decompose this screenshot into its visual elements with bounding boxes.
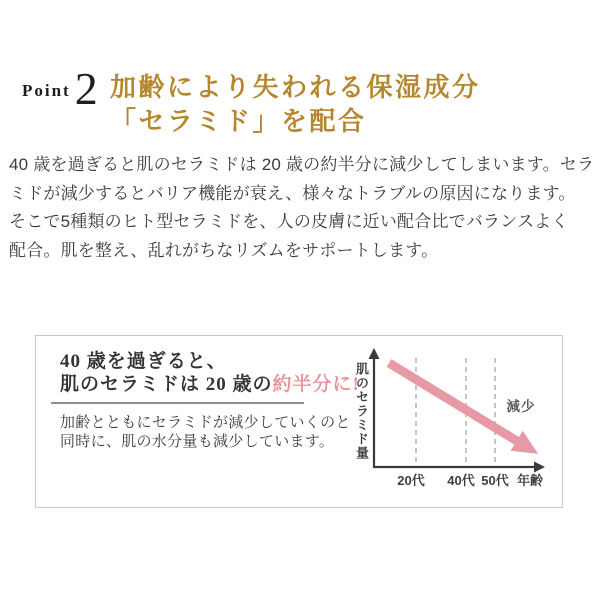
decline-arrow-icon — [389, 363, 522, 444]
x-axis-arrow-icon — [534, 462, 545, 473]
x-axis-label-age: 年齢 — [516, 473, 544, 488]
info-box — [35, 335, 563, 508]
decrease-annotation: 減少 — [506, 399, 536, 414]
note-line-2: 同時に、肌の水分量も減少しています。 — [60, 433, 335, 450]
divider — [51, 402, 304, 404]
tick-label-40s: 40代 — [447, 473, 475, 488]
tick-label-50s: 50代 — [481, 473, 509, 488]
infobox-headline-line1: 40 歳を過ぎると、 — [60, 351, 227, 372]
ceramide-decline-chart — [336, 344, 564, 504]
body-line-3: そこで5種類のヒト型セラミドを、人の皮膚に近い配合比でバランスよく — [9, 212, 569, 231]
infobox-note — [60, 413, 351, 451]
section-heading — [110, 71, 481, 139]
heading-line-1: 加齢により失われる保湿成分 — [110, 73, 481, 102]
point-word: Point — [22, 81, 71, 100]
tick-label-20s: 20代 — [397, 473, 425, 488]
body-line-1: 40 歳を過ぎると肌のセラミドは 20 歳の約半分に減少してしまいます。セラ — [9, 155, 595, 174]
body-line-4: 配合。肌を整え、乱れがちなリズムをサポートします。 — [9, 240, 439, 260]
heading-line-2: 「セラミド」を配合 — [110, 107, 367, 136]
point-badge — [22, 63, 98, 114]
y-axis-label: 肌のセラミド量 — [354, 362, 369, 460]
infobox-headline-prefix: 肌のセラミドは 20 歳の — [60, 374, 273, 395]
infobox-headline-line2 — [60, 369, 360, 396]
chart-canvas — [364, 344, 564, 502]
note-line-1: 加齢とともにセラミドが減少していくのと — [60, 414, 351, 431]
point-number: 2 — [74, 63, 98, 114]
highlight-text: 約半分に! — [272, 374, 360, 395]
body-paragraph — [9, 151, 594, 265]
body-line-2: ミドが減少するとバリア機能が衰え、様々なトラブルの原因になります。 — [9, 183, 576, 203]
y-axis-arrow-icon — [369, 348, 380, 359]
